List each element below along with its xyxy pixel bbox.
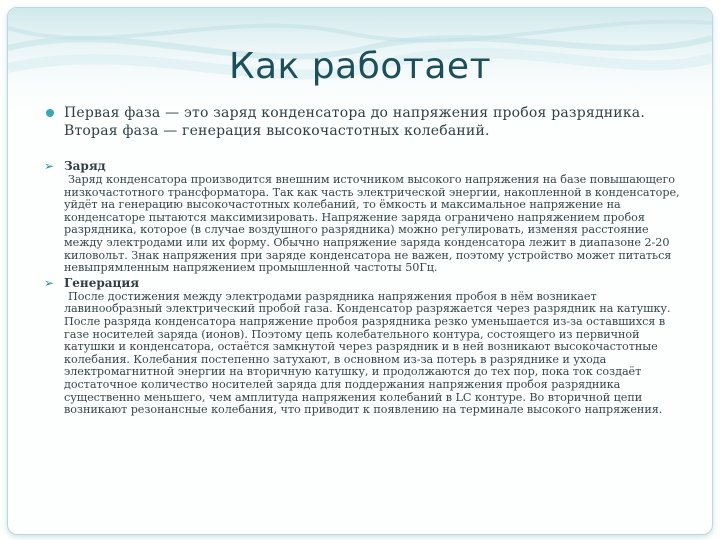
intro-text: Первая фаза — это заряд конденсатора до напряжения пробоя разрядника. Вторая фаза — генерация высокочастотных колебаний. xyxy=(64,105,645,139)
slide-content xyxy=(44,104,684,417)
bullet-dot-icon xyxy=(46,109,54,117)
section-charge xyxy=(44,158,684,275)
section-heading: Заряд xyxy=(64,159,106,173)
section-body: Заряд конденсатора производится внешним источником высокого напряжения на базе повышающего низкочастотного трансформатора. Так как часть электрической энергии, накопленной в конденсаторе, уйдёт на генерацию высокочастотных колебаний, то ёмкость и максимальное напряжение на конденсаторе пытаются максимизировать. Напряжение заряда ограничено напряжением пробоя разрядника, которое (в случае воздушного разрядника) можно регулировать, изменяя расстояние между электродами или их форму. Обычно напряжение заряда конденсатора лежит в диапазоне 2-20 киловольт. Знак напряжения при заряде конденсатора не важен, поэтому устройство может питаться невыпрямленным напряжением промышленной частоты 50Гц. xyxy=(64,173,680,275)
arrow-bullet-icon: ➢ xyxy=(44,159,55,173)
slide-title: Как работает xyxy=(228,46,492,87)
intro-bullet xyxy=(44,104,684,140)
section-heading: Генерация xyxy=(64,275,140,290)
section-generation xyxy=(44,275,684,417)
section-body: После достижения между электродами разрядника напряжения пробоя в нём возникает лавинообразный электрический пробой газа. Конденсатор разряжается через разрядник на катушку. После разряда конденсатора напряжение пробоя разрядника резко уменьшается из-за оставшихся в газе носителей заряда (ионов). Поэтому цепь колебательного контура, состоящего из первичной катушки и конденсатора, остаётся замкнутой через разрядник и в ней возникают высокочастотные колебания. Колебания постепенно затухают, в основном из-за потерь в разряднике и ухода электромагнитной энергии на вторичную катушку, и продолжаются до тех пор, пока ток создаёт достаточное количество носителей заряда для поддержания напряжения пробоя разрядника существенно меньшего, чем амплитуда напряжения колебаний в LC контуре. Во вторичной цепи возникают резонансные колебания, что приводит к появлению на терминале высокого напряжения. xyxy=(64,289,671,417)
arrow-bullet-icon: ➢ xyxy=(44,275,55,290)
